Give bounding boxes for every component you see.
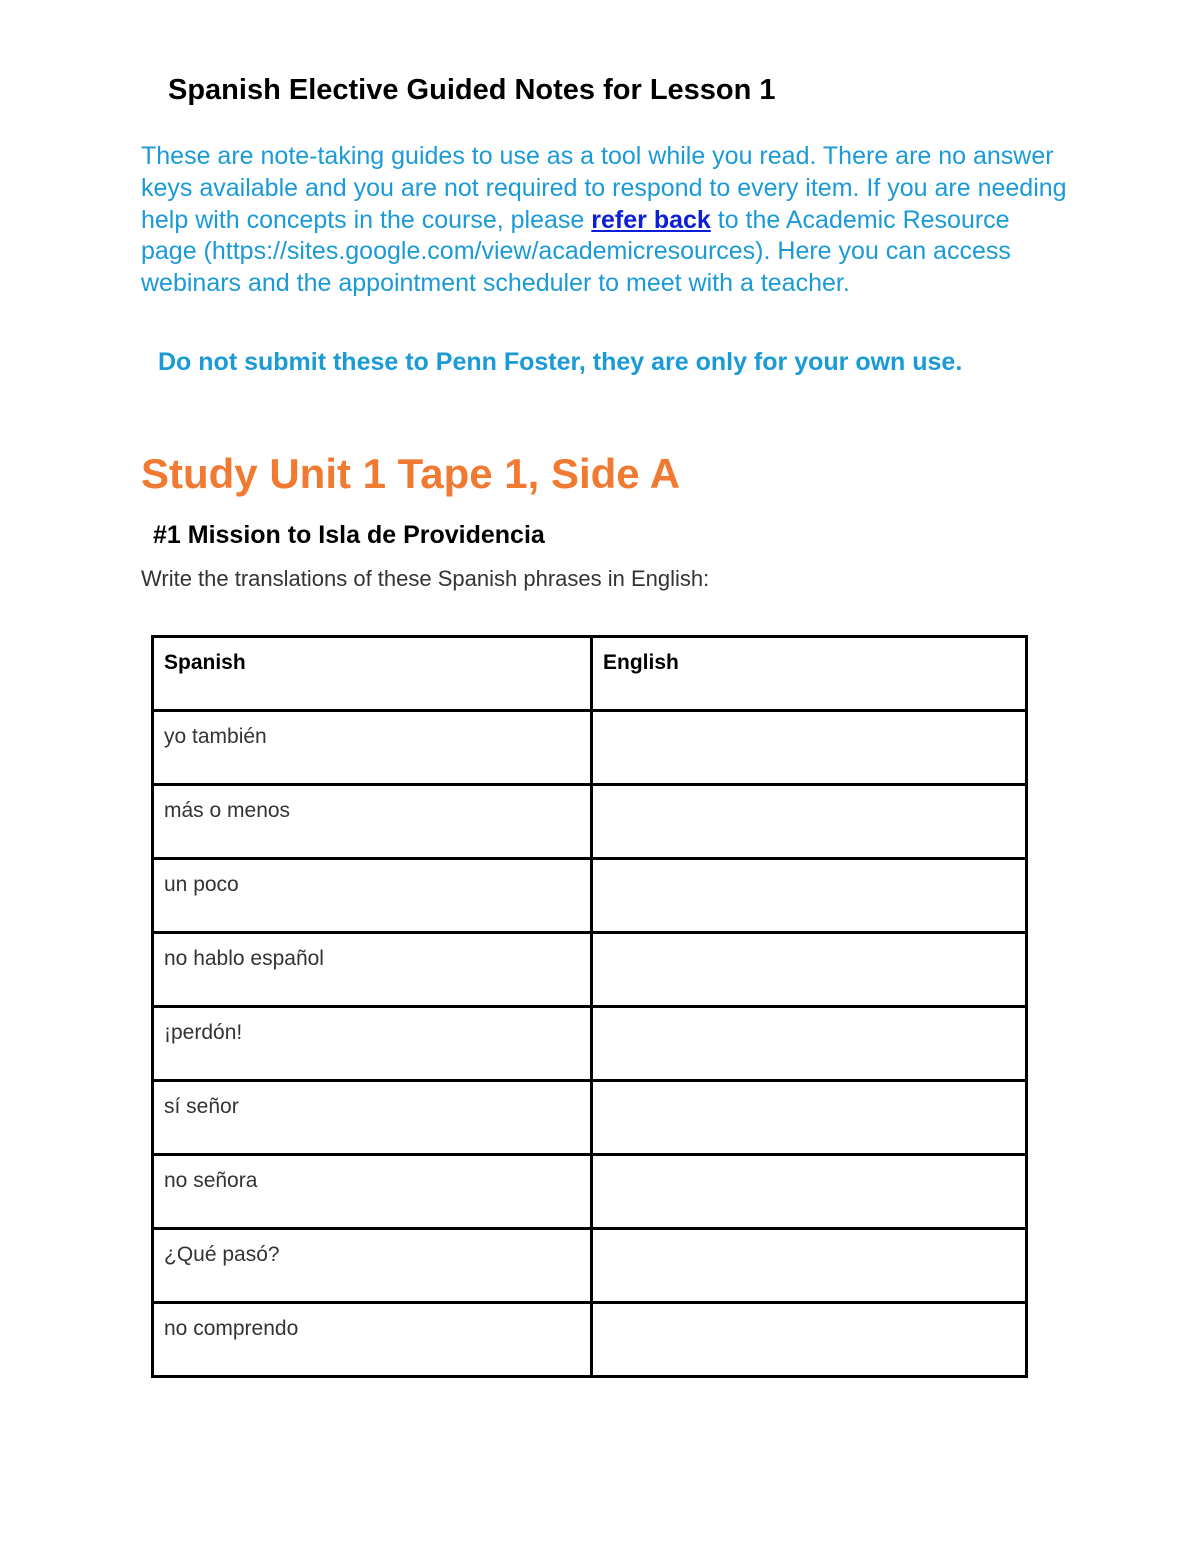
submission-warning: Do not submit these to Penn Foster, they are only for your own use. [158,348,963,376]
english-translation-cell [592,1155,1027,1229]
english-translation-cell [592,933,1027,1007]
english-translation-cell [592,859,1027,933]
english-translation-input[interactable] [593,1008,1025,1079]
spanish-column-header: Spanish [153,637,592,711]
english-translation-input[interactable] [593,1156,1025,1227]
translation-table-body [153,711,1027,1377]
english-translation-cell [592,711,1027,785]
table-row [153,785,1027,859]
spanish-phrase-cell: ¡perdón! [153,1007,592,1081]
spanish-phrase-cell: no comprendo [153,1303,592,1377]
spanish-phrase-cell: no señora [153,1155,592,1229]
english-translation-cell [592,785,1027,859]
spanish-phrase-cell: no hablo español [153,933,592,1007]
intro-text-before-link: These are note-taking guides to use as a tool while you read. There are no answer keys available and you are not required to respond to every item. If you are needing help with concepts in the course, please [141,142,1067,234]
spanish-phrase-cell: sí señor [153,1081,592,1155]
english-translation-input[interactable] [593,1082,1025,1153]
refer-back-link[interactable]: refer back [591,205,711,234]
english-translation-cell [592,1303,1027,1377]
spanish-phrase-cell: yo también [153,711,592,785]
english-translation-input[interactable] [593,712,1025,783]
table-row [153,711,1027,785]
table-row [153,1081,1027,1155]
english-translation-input[interactable] [593,934,1025,1005]
table-row [153,1229,1027,1303]
english-translation-input[interactable] [593,1230,1025,1301]
table-row [153,1155,1027,1229]
spanish-phrase-cell: un poco [153,859,592,933]
intro-paragraph [141,141,1071,300]
document-title: Spanish Elective Guided Notes for Lesson 1 [168,74,776,106]
translation-instruction: Write the translations of these Spanish phrases in English: [141,566,710,591]
english-translation-input[interactable] [593,786,1025,857]
english-translation-cell [592,1229,1027,1303]
unit-heading: Study Unit 1 Tape 1, Side A [141,450,681,497]
table-row [153,1007,1027,1081]
spanish-phrase-cell: más o menos [153,785,592,859]
table-row [153,1303,1027,1377]
english-translation-cell [592,1007,1027,1081]
table-header-row [153,637,1027,711]
intro-text-after-link: to the Academic Resource page (https://sites.google.com/view/academicresources). Here you can access webinars and the appointment scheduler to meet with a teacher. [141,205,1011,298]
english-translation-cell [592,1081,1027,1155]
english-column-header: English [592,637,1027,711]
spanish-phrase-cell: ¿Qué pasó? [153,1229,592,1303]
translation-table [151,635,1028,1378]
section-heading: #1 Mission to Isla de Providencia [153,521,545,549]
table-row [153,859,1027,933]
english-translation-input[interactable] [593,1304,1025,1375]
table-row [153,933,1027,1007]
english-translation-input[interactable] [593,860,1025,931]
